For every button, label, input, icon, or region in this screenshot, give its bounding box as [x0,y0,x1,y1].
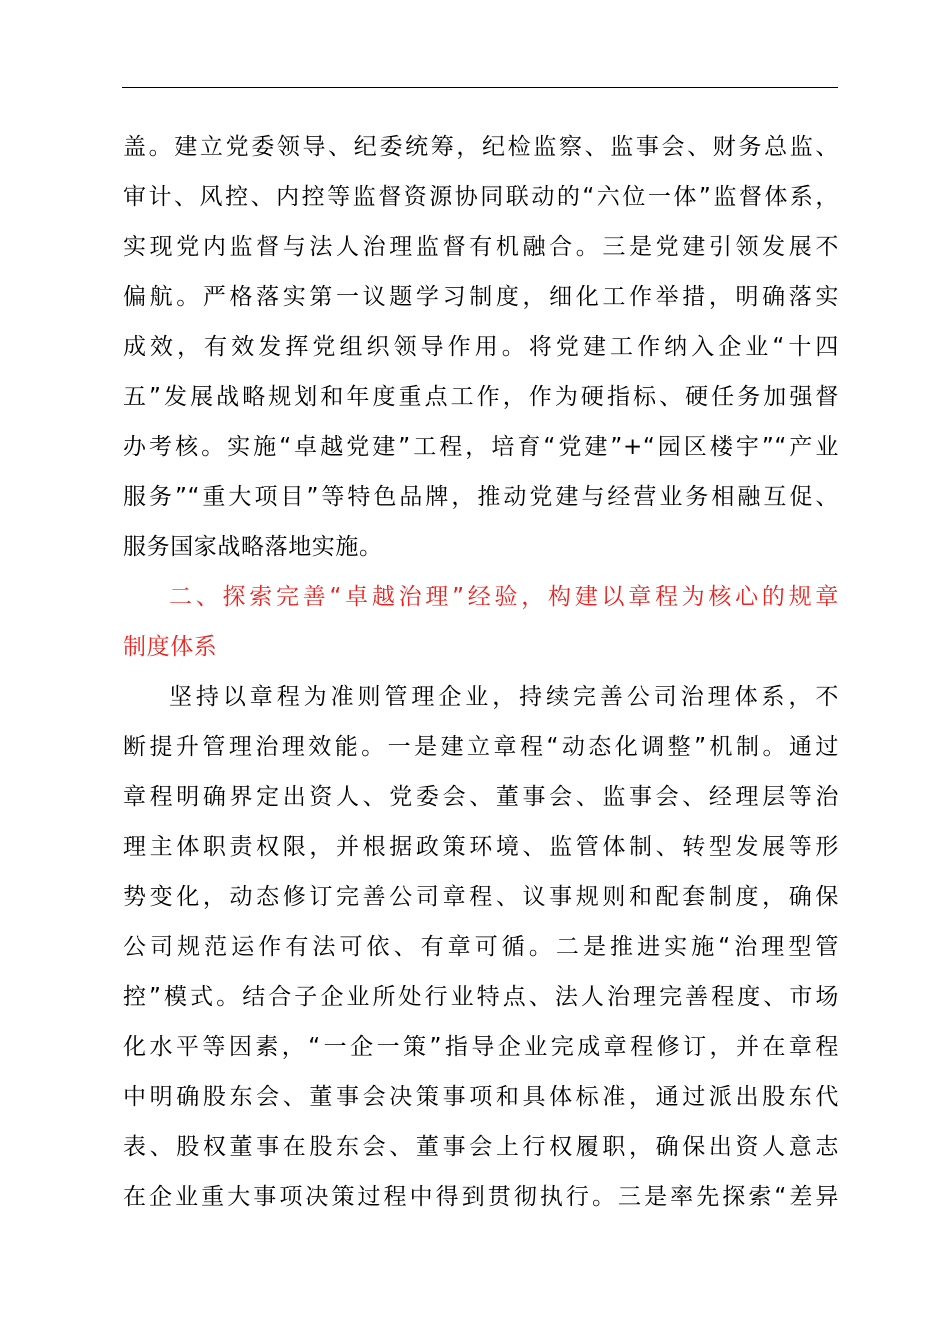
text-line: 审计、风控、内控等监督资源协同联动的“六位一体”监督体系， [123,184,839,210]
section-heading-continued: 制度体系 [123,634,218,660]
text-line: 成效，有效发挥党组织领导作用。将党建工作纳入企业“十四 [123,334,839,360]
text-line: 实现党内监督与法人治理监督有机融合。三是党建引领发展不 [123,234,839,260]
header-rule [122,87,838,88]
text-line: 在企业重大事项决策过程中得到贯彻执行。三是率先探索“差异 [123,1184,839,1210]
text-line: 断提升管理治理效能。一是建立章程“动态化调整”机制。通过 [123,734,839,760]
text-line: 盖。建立党委领导、纪委统筹，纪检监察、监事会、财务总监、 [123,134,839,160]
paragraph-first-line: 坚持以章程为准则管理企业，持续完善公司治理体系，不 [169,684,839,710]
text-line: 控”模式。结合子企业所处行业特点、法人治理完善程度、市场 [123,984,839,1010]
text-line: 办考核。实施“卓越党建”工程，培育“党建”+“园区楼宇”“产业 [123,434,839,460]
text-line: 偏航。严格落实第一议题学习制度，细化工作举措，明确落实 [123,284,839,310]
text-line: 表、股权董事在股东会、董事会上行权履职，确保出资人意志 [123,1134,839,1160]
text-line: 章程明确界定出资人、党委会、董事会、监事会、经理层等治 [123,784,839,810]
text-line: 服务”“重大项目”等特色品牌，推动党建与经营业务相融互促、 [123,484,839,510]
text-line: 势变化，动态修订完善公司章程、议事规则和配套制度，确保 [123,884,839,910]
text-line: 中明确股东会、董事会决策事项和具体标准，通过派出股东代 [123,1084,839,1110]
text-line: 公司规范运作有法可依、有章可循。二是推进实施“治理型管 [123,934,839,960]
text-line: 化水平等因素，“一企一策”指导企业完成章程修订，并在章程 [123,1034,839,1060]
text-line: 理主体职责权限，并根据政策环境、监管体制、转型发展等形 [123,834,839,860]
text-line: 五”发展战略规划和年度重点工作，作为硬指标、硬任务加强督 [123,384,839,410]
text-line: 服务国家战略落地实施。 [123,534,383,560]
section-heading: 二、探索完善“卓越治理”经验，构建以章程为核心的规章 [169,584,839,610]
document-body [123,122,839,1222]
